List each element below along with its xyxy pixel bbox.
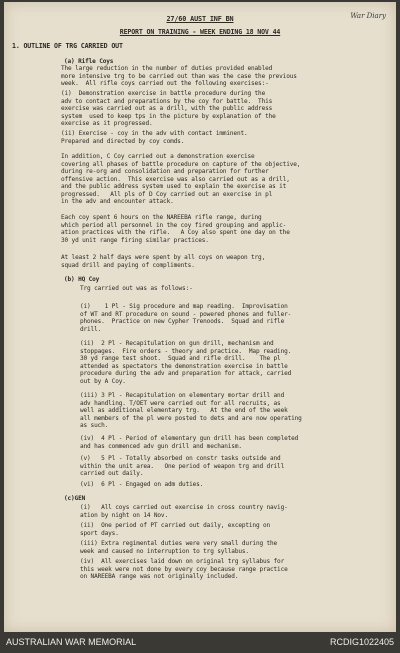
item-b-iv: (iv) 4 Pl - Period of elementary gun drill has been completed and has commenced adv gun drill and mechanism.	[80, 435, 299, 450]
item-b-iii: (iii) 3 Pl - Recapitulation on elementary mortar drill and adv handling. T/OET were carried out for all recruits, as well as additional elementary trg. At the end of the week all members of the pl were posted to dets and are now operating as such.	[80, 392, 302, 429]
item-c-iii: (iii) Extra regimental duties were very small during the week and caused no interruption to trg syllabus.	[80, 540, 278, 555]
paragraph: At least 2 half days were spent by all coys on weapon trg, squad drill and paying of compliments.	[61, 254, 266, 269]
item-b-i: (i) 1 Pl - Sig procedure and map reading. Improvisation of WT and RT procedure on sound - powered phones and fuller- phones. Practice on new Cypher Trenoods. Squad and rifle drill.	[80, 303, 292, 333]
item-a-ii: (ii) Exercise - coy in the adv with contact imminent. Prepared and directed by coy comds.	[61, 130, 248, 145]
item-b-v: (v) 5 Pl - Totally absorbed on constr tasks outside and within the unit area. One period of weapon trg and drill carried out daily.	[80, 455, 285, 477]
item-a-i: (i) Demonstration exercise in battle procedure during the adv to contact and preparations by the coy for battle. This exercise was carried out as a drill, with the public address system used to keep tps in the picture by explanation of the exercise as it progressed.	[61, 90, 276, 127]
item-c-i: (i) All coys carried out exercise in cross country navig- ation by night on 14 Nov.	[80, 504, 288, 519]
subsection-a-heading: (a) Rifle Coys	[64, 58, 114, 65]
unit-heading: 27/60 AUST INF BN	[166, 15, 234, 23]
subsection-c-heading: (c)GEN	[64, 495, 86, 502]
report-title: REPORT ON TRAINING - WEEK ENDING 18 NOV 44	[119, 28, 281, 36]
subsection-b-heading: (b) HQ Coy	[64, 276, 100, 283]
paragraph: Trg carried out was as follows:-	[80, 285, 193, 292]
item-b-vi: (vi) 6 Pl - Engaged on adm duties.	[80, 481, 204, 488]
paragraph: In addition, C Coy carried out a demonstration exercise covering all phases of battle procedure on capture of the objective, during re-org and consolidation and preparation for further offensive action. This exercise was also carried out as a drill, and the public address system used to explain the exercise as it progressed. All pls of D Coy carried out an exercise in pl in the adv and encounter attack.	[61, 153, 301, 205]
item-c-iv: (iv) All exercises laid down on original trg syllabus for this week were not done by every coy because range practice on NAREEBA range was not originally included.	[80, 558, 288, 580]
item-b-ii: (ii) 2 Pl - Recapitulation on gun drill, mechanism and stoppages. Fire orders - theory and practice. Map reading. 30 yd range test shoot. Squad and rifle drill. The pl attended as spectators the demonstration exercise in battle procedure during the adv and preparation for attack, carried out by A Coy.	[80, 340, 292, 385]
handwritten-note: War Diary	[350, 12, 386, 20]
footer-record-id: RCDIG1022405	[329, 637, 394, 647]
document-page	[4, 2, 396, 632]
section-heading: 1. OUTLINE OF TRG CARRIED OUT	[12, 42, 123, 50]
paragraph: Each coy spent 6 hours on the NAREEBA rifle range, during which period all personnel in the coy fired grouping and applic- ation practices with the rifle. A Coy also spent one day on the 30 yd unit range firing similar practices.	[61, 214, 290, 244]
footer-source: AUSTRALIAN WAR MEMORIAL	[6, 637, 137, 647]
archive-footer	[0, 632, 400, 653]
paragraph: The large reduction in the number of duties provided enabled more intensive trg to be carried out than was the case the previous week. All rifle coys carried out the following exercises:-	[61, 65, 297, 87]
item-c-ii: (ii) One period of PT carried out daily, excepting on sport days.	[80, 522, 271, 537]
